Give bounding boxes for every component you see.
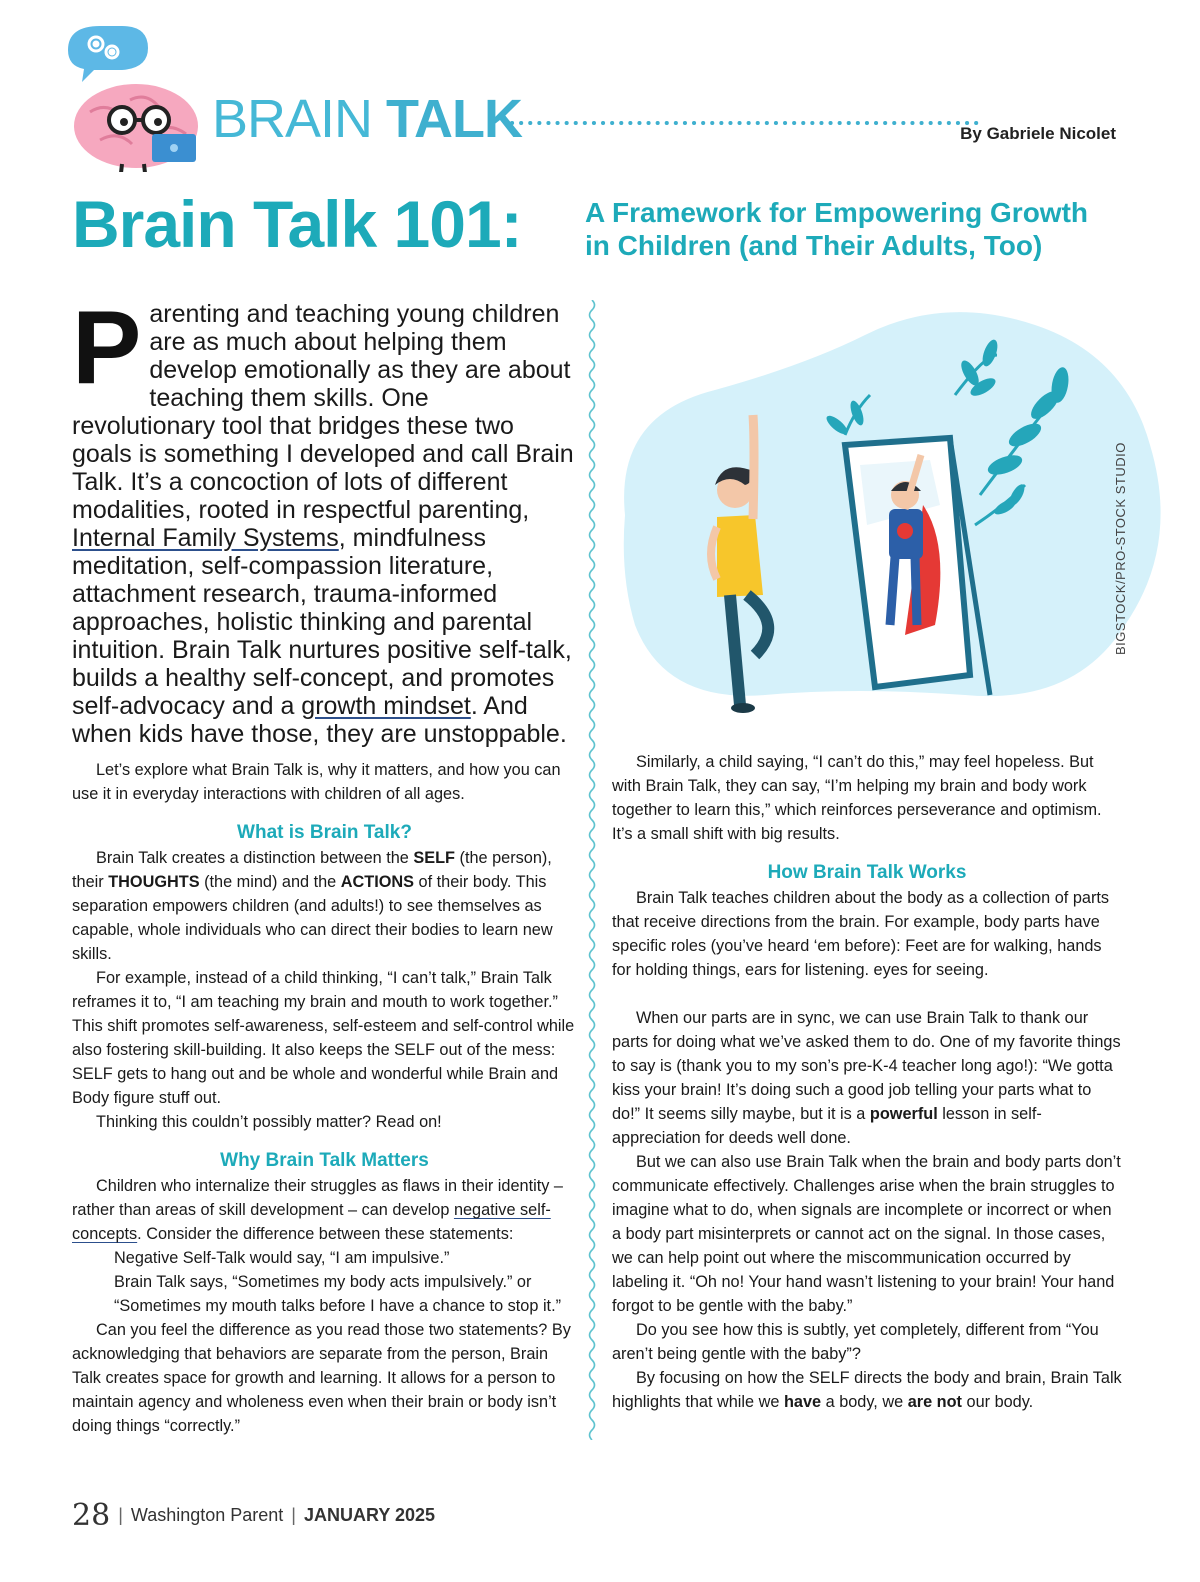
paragraph-body-parts: Brain Talk teaches children about the body as a collection of parts that receive directions from the brain. For example, body parts have specific roles (you’ve heard ‘em before): Feet are for walking, hands for holding things, ears for listening. eyes for seeing. (612, 889, 1110, 979)
byline: By Gabriele Nicolet (960, 124, 1116, 143)
left-column (72, 290, 577, 1438)
right-column (612, 750, 1122, 1414)
article-title: Brain Talk 101: (72, 187, 522, 261)
internal-family-systems-link[interactable]: Internal Family Systems (72, 524, 339, 552)
paragraph-subtly-different: Do you see how this is subtly, yet completely, different from “You aren’t being gentle with the baby”? (612, 1321, 1099, 1363)
paragraph-example: For example, instead of a child thinking, “I can’t talk,” Brain Talk reframes it to, “I am teaching my brain and mouth to work together.” This shift promotes self-awareness, self-esteem and self-control while also fostering skill-building. It also keeps the SELF out of the mess: SELF gets to hang out and be whole and wonderful while Brain and Body figure stuff out. (72, 969, 575, 1107)
heading-why-brain-talk-matters: Why Brain Talk Matters (220, 1150, 429, 1171)
boy-mirror-superhero-illustration (605, 295, 1165, 735)
heading-how-brain-talk-works: How Brain Talk Works (767, 862, 967, 883)
drop-cap: P (72, 290, 142, 406)
page-number: 28 (72, 1498, 111, 1533)
section-title: BRAIN TALK (212, 89, 523, 149)
growth-mindset-link[interactable]: growth mindset (301, 692, 471, 720)
quote-brain-talk: Brain Talk says, “Sometimes my body acts impulsively.” or “Sometimes my mouth talks before I have a chance to stop it.” (114, 1273, 562, 1315)
paragraph-feel-difference: Can you feel the difference as you read those two statements? By acknowledging that behaviors are separate from the person, Brain Talk creates space for growth and learning. It allows for a person to maintain agency and wholeness even when their brain or body isn’t doing things “correctly.” (72, 1321, 571, 1435)
paragraph-read-on: Thinking this couldn’t possibly matter? Read on! (96, 1113, 442, 1131)
heading-what-is-brain-talk: What is Brain Talk? (237, 822, 412, 843)
issue-date: JANUARY 2025 (303, 1505, 436, 1525)
paragraph-in-sync: When our parts are in sync, we can use Brain Talk to thank our parts for doing what we’ve asked them to do. One of my favorite things to say is (thank you to my son’s pre-K-4 teacher long ago!): “We gotta kiss your brain! It’s doing such a good job telling your parts what to do!” It seems silly maybe, but it is a powerful lesson in self-appreciation for deeds well done. (612, 1009, 1121, 1147)
paragraph-focusing: By focusing on how the SELF directs the body and brain, Brain Talk highlights that while we have a body, we are not our body. (612, 1369, 1122, 1411)
quote-negative-self-talk: Negative Self-Talk would say, “I am impulsive.” (114, 1249, 450, 1267)
photo-credit: BIGSTOCK/PRO-STOCK STUDIO (1113, 442, 1128, 655)
column-divider (585, 300, 599, 1440)
article-subtitle: A Framework for Empowering Growth in Children (and Their Adults, Too) (585, 197, 1089, 261)
paragraph-similarly: Similarly, a child saying, “I can’t do this,” may feel hopeless. But with Brain Talk, they can say, “I’m helping my brain and body work together to learn this,” which reinforces perseverance and optimism. It’s a small shift with big results. (612, 753, 1102, 843)
intro-paragraph: Parenting and teaching young children are as much about helping them develop emotionally as they are about teaching them skills. One revolutionary tool that bridges these two goals is something I developed and call Brain Talk. It’s a concoction of lots of different modalities, rooted in respectful parenting, Internal Family Systems, mindfulness meditation, self-compassion literature, attachment research, trauma-informed approaches, holistic thinking and parental intuition. Brain Talk nurtures positive self-talk, builds a healthy self-concept, and promotes self-advocacy and a growth mindset. And when kids have those, they are unstoppable. (72, 290, 574, 748)
publication-name: Washington Parent (130, 1505, 284, 1525)
paragraph-miscommunication: But we can also use Brain Talk when the brain and body parts don’t communicate effectively. Challenges arise when the brain struggles to imagine what to do, when signals are incomplete or incorrect or when a body part misinterprets or cannot act on the signal. In those cases, we can help point out where the miscommunication occurred by labeling it. “Oh no! Your hand wasn’t listening to your brain! Your hand forgot to be gentle with the baby.” (612, 1153, 1121, 1315)
paragraph-distinction: Brain Talk creates a distinction between the SELF (the person), their THOUGHTS (the mind) and the ACTIONS of their body. This separation empowers children (and adults!) to see themselves as capable, whole individuals who can direct their bodies to learn new skills. (72, 849, 553, 963)
dotted-rule (510, 118, 980, 128)
brain-character-icon (60, 22, 210, 172)
paragraph-internalize: Children who internalize their struggles as flaws in their identity – rather than areas of skill development – can develop negative self-concepts. Consider the difference between these statements: (72, 1177, 563, 1243)
page-footer: 28 | Washington Parent | JANUARY 2025 (72, 1498, 436, 1533)
explore-paragraph: Let’s explore what Brain Talk is, why it matters, and how you can use it in everyday interactions with children of all ages. (72, 761, 561, 803)
negative-self-concepts-link[interactable]: negative self-concepts (72, 1201, 551, 1243)
